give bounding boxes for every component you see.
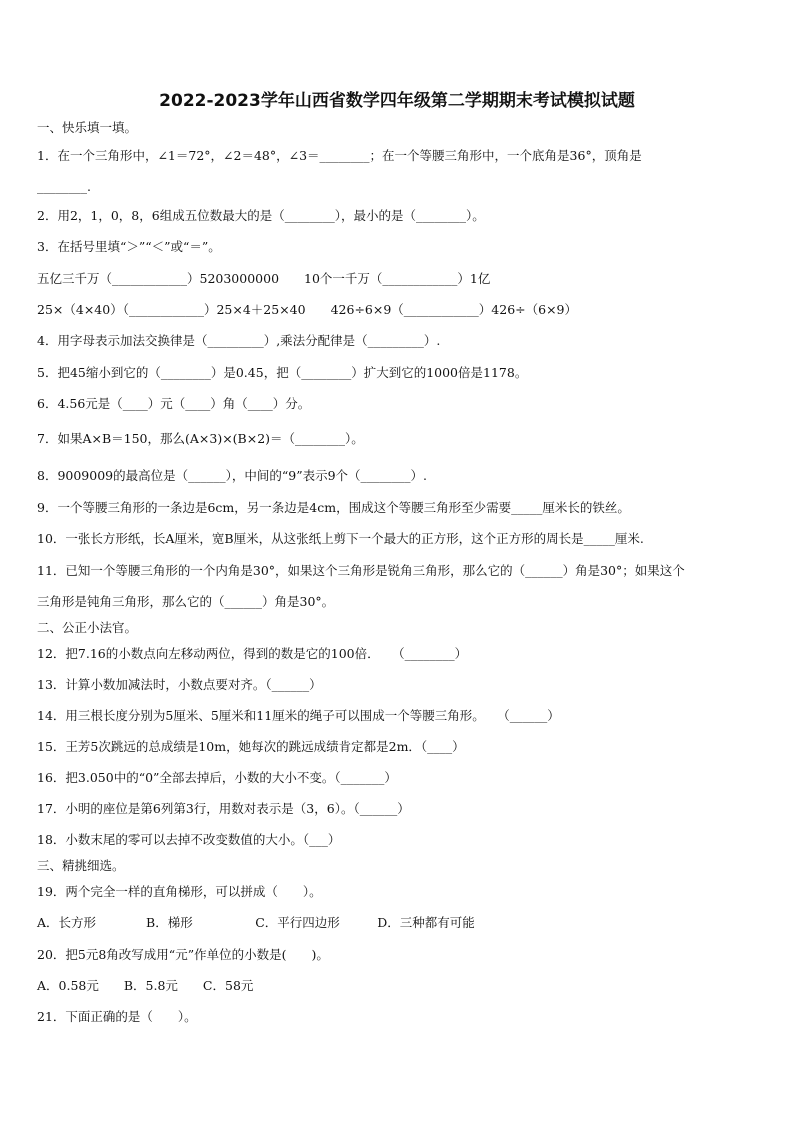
section-1-heading: 一、快乐填一填。 — [37, 120, 138, 135]
question-18: 18．小数末尾的零可以去掉不改变数值的大小。（___） — [37, 832, 341, 847]
question-21: 21．下面正确的是（ ）。 — [37, 1009, 197, 1024]
question-1: 1．在一个三角形中，∠1＝72°，∠2＝48°，∠3＝________；在一个等腰三角形中，一个底角是36°，顶角是 — [37, 148, 642, 163]
question-11: 11．已知一个等腰三角形的一个内角是30°，如果这个三角形是锐角三角形，那么它的（______）角是30°；如果这个 — [37, 563, 685, 578]
question-9: 9．一个等腰三角形的一条边是6cm，另一条边是4cm，围成这个等腰三角形至少需要_____厘米长的铁丝。 — [37, 500, 630, 515]
question-16: 16．把3.050中的“0”全部去掉后，小数的大小不变。（_______） — [37, 770, 397, 785]
question-3-row-1: 五亿三千万（____________）5203000000 10个一千万（____________）1亿 — [37, 271, 491, 286]
question-19-options: A．长方形 B．梯形 C．平行四边形 D．三种都有可能 — [37, 915, 475, 930]
question-20: 20．把5元8角改写成用“元”作单位的小数是( )。 — [37, 947, 329, 962]
question-7: 7．如果A×B＝150，那么(A×3)×(B×2)＝（________）。 — [37, 431, 364, 446]
question-10: 10．一张长方形纸，长A厘米，宽B厘米，从这张纸上剪下一个最大的正方形，这个正方形的周长是_____厘米. — [37, 531, 644, 546]
question-13: 13．计算小数加减法时，小数点要对齐。（______） — [37, 677, 322, 692]
question-3: 3．在括号里填“＞”“＜”或“＝”。 — [37, 239, 221, 254]
question-8: 8．9009009的最高位是（______），中间的“9”表示9个（________）. — [37, 468, 428, 483]
question-3-row-2: 25×（4×40）（____________）25×4＋25×40 426÷6×9（____________）426÷（6×9） — [37, 302, 578, 317]
question-5: 5．把45缩小到它的（________）是0.45，把（________）扩大到它的1000倍是1178。 — [37, 365, 528, 380]
question-11-continued: 三角形是钝角三角形，那么它的（______）角是30°。 — [37, 594, 335, 609]
question-15: 15．王芳5次跳远的总成绩是10m，她每次的跳远成绩肯定都是2m．（____） — [37, 739, 465, 754]
question-1-continued: ________. — [37, 179, 91, 194]
question-4: 4．用字母表示加法交换律是（_________）,乘法分配律是（_________）. — [37, 333, 441, 348]
question-2: 2．用2，1，0，8，6组成五位数最大的是（________），最小的是（________）。 — [37, 208, 485, 223]
question-12: 12．把7.16的小数点向左移动两位，得到的数是它的100倍． （________） — [37, 646, 468, 661]
page-title: 2022-2023学年山西省数学四年级第二学期期末考试模拟试题 — [159, 91, 635, 111]
question-20-options: A．0.58元 B．5.8元 C．58元 — [37, 978, 254, 993]
question-17: 17．小明的座位是第6列第3行，用数对表示是（3，6）。（______） — [37, 801, 410, 816]
section-3-heading: 三、精挑细选。 — [37, 858, 125, 873]
section-2-heading: 二、公正小法官。 — [37, 620, 138, 635]
question-19: 19．两个完全一样的直角梯形，可以拼成（ ）。 — [37, 884, 322, 899]
question-6: 6．4.56元是（____）元（____）角（____）分。 — [37, 396, 311, 411]
question-14: 14．用三根长度分别为5厘米、5厘米和11厘米的绳子可以围成一个等腰三角形。 （______） — [37, 708, 560, 723]
